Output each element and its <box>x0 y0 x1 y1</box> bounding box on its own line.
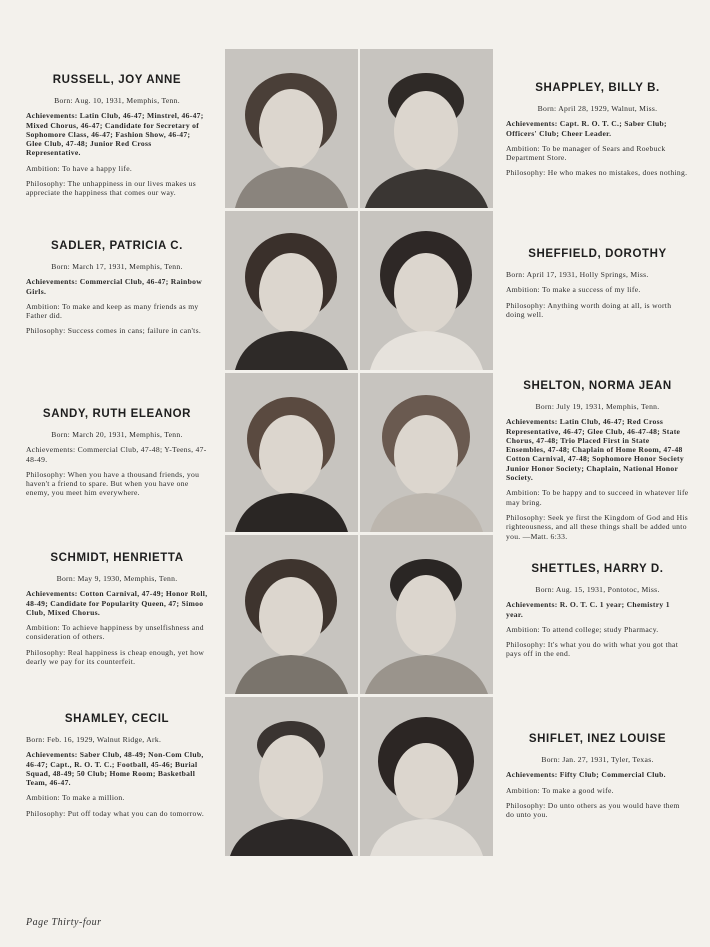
student-name: SHIFLET, INEZ LOUISE <box>528 733 667 745</box>
page-number: Page Thirty-four <box>26 917 102 928</box>
student-achievements: Achievements: Capt. R. O. T. C.; Saber Club; Officers' Club; Cheer Leader. <box>506 119 667 138</box>
student-born: Born: Jan. 27, 1931, Tyler, Texas. <box>541 755 654 764</box>
student-philosophy: Philosophy: Do unto others as you would have them do unto you. <box>506 800 680 820</box>
student-achievements: Achievements: Commercial Club, 46-47; Rainbow Girls. <box>26 277 202 296</box>
student-born: Born: March 17, 1931, Memphis, Tenn. <box>51 262 183 271</box>
student-ambition: Ambition: To have a happy life. <box>26 163 133 173</box>
student-ambition: Ambition: To make a success of my life. <box>506 285 641 295</box>
student-name: SANDY, RUTH ELEANOR <box>42 408 192 420</box>
student-ambition: Ambition: To make a good wife. <box>506 785 614 795</box>
student-name: SHEFFIELD, DOROTHY <box>528 248 667 260</box>
student-entry <box>26 713 208 824</box>
student-portrait-photo <box>360 49 493 208</box>
student-achievements: Achievements: Saber Club, 48-49; Non-Com Club, 46-47; Capt., R. O. T. C.; Football, 45-46; Burial Squad, 48-49; 50 Club; Home Room; Basketball Team, 46-47. <box>26 750 204 788</box>
student-entry <box>26 74 208 204</box>
student-portrait-photo <box>360 211 493 370</box>
student-name: SHETTLES, HARRY D. <box>531 563 664 575</box>
student-portrait-photo <box>225 535 358 694</box>
student-name: SHELTON, NORMA JEAN <box>523 380 672 392</box>
student-philosophy: Philosophy: When you have a thousand friends, you haven't a friend to spare. But when you have one enemy, you meet him everywhere. <box>26 469 200 498</box>
student-born: Born: April 28, 1929, Walnut, Miss. <box>537 104 658 113</box>
student-philosophy: Philosophy: Anything worth doing at all, is worth doing well. <box>506 300 672 319</box>
student-achievements: Achievements: Cotton Carnival, 47-49; Honor Roll, 48-49; Candidate for Popularity Queen, 47; Simoo Club, Mixed Chorus. <box>26 589 208 617</box>
student-portrait-photo <box>360 535 493 694</box>
student-ambition: Ambition: To attend college; study Pharmacy. <box>506 624 659 634</box>
student-philosophy: Philosophy: The unhappiness in our lives makes us appreciate the happiness that comes our way. <box>26 179 197 198</box>
student-portrait-photo <box>225 373 358 532</box>
student-born: Born: May 9, 1930, Memphis, Tenn. <box>56 574 178 583</box>
student-philosophy: Philosophy: Real happiness is cheap enough, yet how dearly we pay for its counterfeit. <box>26 647 205 667</box>
student-name: SADLER, PATRICIA C. <box>51 240 183 252</box>
student-philosophy: Philosophy: Seek ye first the Kingdom of God and His righteousness, and all these things shall be added unto you. —Matt. 6:33. <box>506 512 689 541</box>
student-entry <box>506 733 689 825</box>
student-ambition: Ambition: To make a million. <box>26 793 125 803</box>
student-entry <box>506 82 689 184</box>
student-entry <box>506 563 689 665</box>
student-philosophy: Philosophy: He who makes no mistakes, does nothing. <box>506 168 688 178</box>
student-portrait-photo <box>225 697 358 856</box>
student-entry <box>26 408 208 504</box>
student-philosophy: Philosophy: It's what you do with what you got that pays off in the end. <box>506 640 679 659</box>
student-born: Born: Aug. 15, 1931, Pontotoc, Miss. <box>535 585 660 594</box>
student-portrait-photo <box>225 211 358 370</box>
student-ambition: Ambition: To achieve happiness by unselfishness and consideration of others. <box>26 623 204 642</box>
student-achievements: Achievements: Latin Club, 46-47; Minstrel, 46-47; Mixed Chorus, 46-47; Candidate for Secretary of Sophomore Class, 46-47; Fashion Show, 46-47; Glee Club, 47-48; Junior Red Cross Representative. <box>26 111 204 158</box>
student-achievements: Achievements: R. O. T. C. 1 year; Chemistry 1 year. <box>506 600 670 619</box>
student-ambition: Ambition: To be happy and to succeed in whatever life may bring. <box>506 488 689 507</box>
student-ambition: Ambition: To make and keep as many friends as my Father did. <box>26 301 199 321</box>
student-born: Born: July 19, 1931, Memphis, Tenn. <box>535 402 660 411</box>
student-portrait-photo <box>360 697 493 856</box>
student-achievements: Achievements: Fifty Club; Commercial Club. <box>506 770 666 780</box>
student-born: Born: April 17, 1931, Holly Springs, Miss. <box>506 270 649 279</box>
student-name: RUSSELL, JOY ANNE <box>52 74 182 86</box>
student-entry <box>506 380 689 547</box>
student-entry <box>26 552 208 672</box>
student-philosophy: Philosophy: Success comes in cans; failure in can'ts. <box>26 326 202 336</box>
student-name: SHAPPLEY, BILLY B. <box>535 82 660 94</box>
student-born: Born: Aug. 10, 1931, Memphis, Tenn. <box>54 96 180 105</box>
student-entry <box>26 240 208 342</box>
student-philosophy: Philosophy: Put off today what you can do tomorrow. <box>26 808 205 818</box>
student-achievements: Achievements: Commercial Club, 47-48; Y-Teens, 47-48-49. <box>26 445 207 464</box>
student-achievements: Achievements: Latin Club, 46-47; Red Cross Representative, 46-47; Glee Club, 46-47-48; State Chorus, 47-48; Trio Placed First in State Ensembles, 47-48; Chaplain of Home Room, 47-48 Cotton Carnival, 47-48; Sophomore Honor Society Junior Honor Society; Chaplain, National Honor Society. <box>506 417 684 483</box>
student-born: Born: Feb. 16, 1929, Walnut Ridge, Ark. <box>26 735 162 744</box>
student-born: Born: March 20, 1931, Memphis, Tenn. <box>51 430 183 439</box>
student-name: SHAMLEY, CECIL <box>64 713 170 725</box>
student-entry <box>506 248 689 325</box>
student-portrait-photo <box>225 49 358 208</box>
student-ambition: Ambition: To be manager of Sears and Roebuck Department Store. <box>506 143 666 163</box>
student-portrait-photo <box>360 373 493 532</box>
student-name: SCHMIDT, HENRIETTA <box>50 552 184 564</box>
